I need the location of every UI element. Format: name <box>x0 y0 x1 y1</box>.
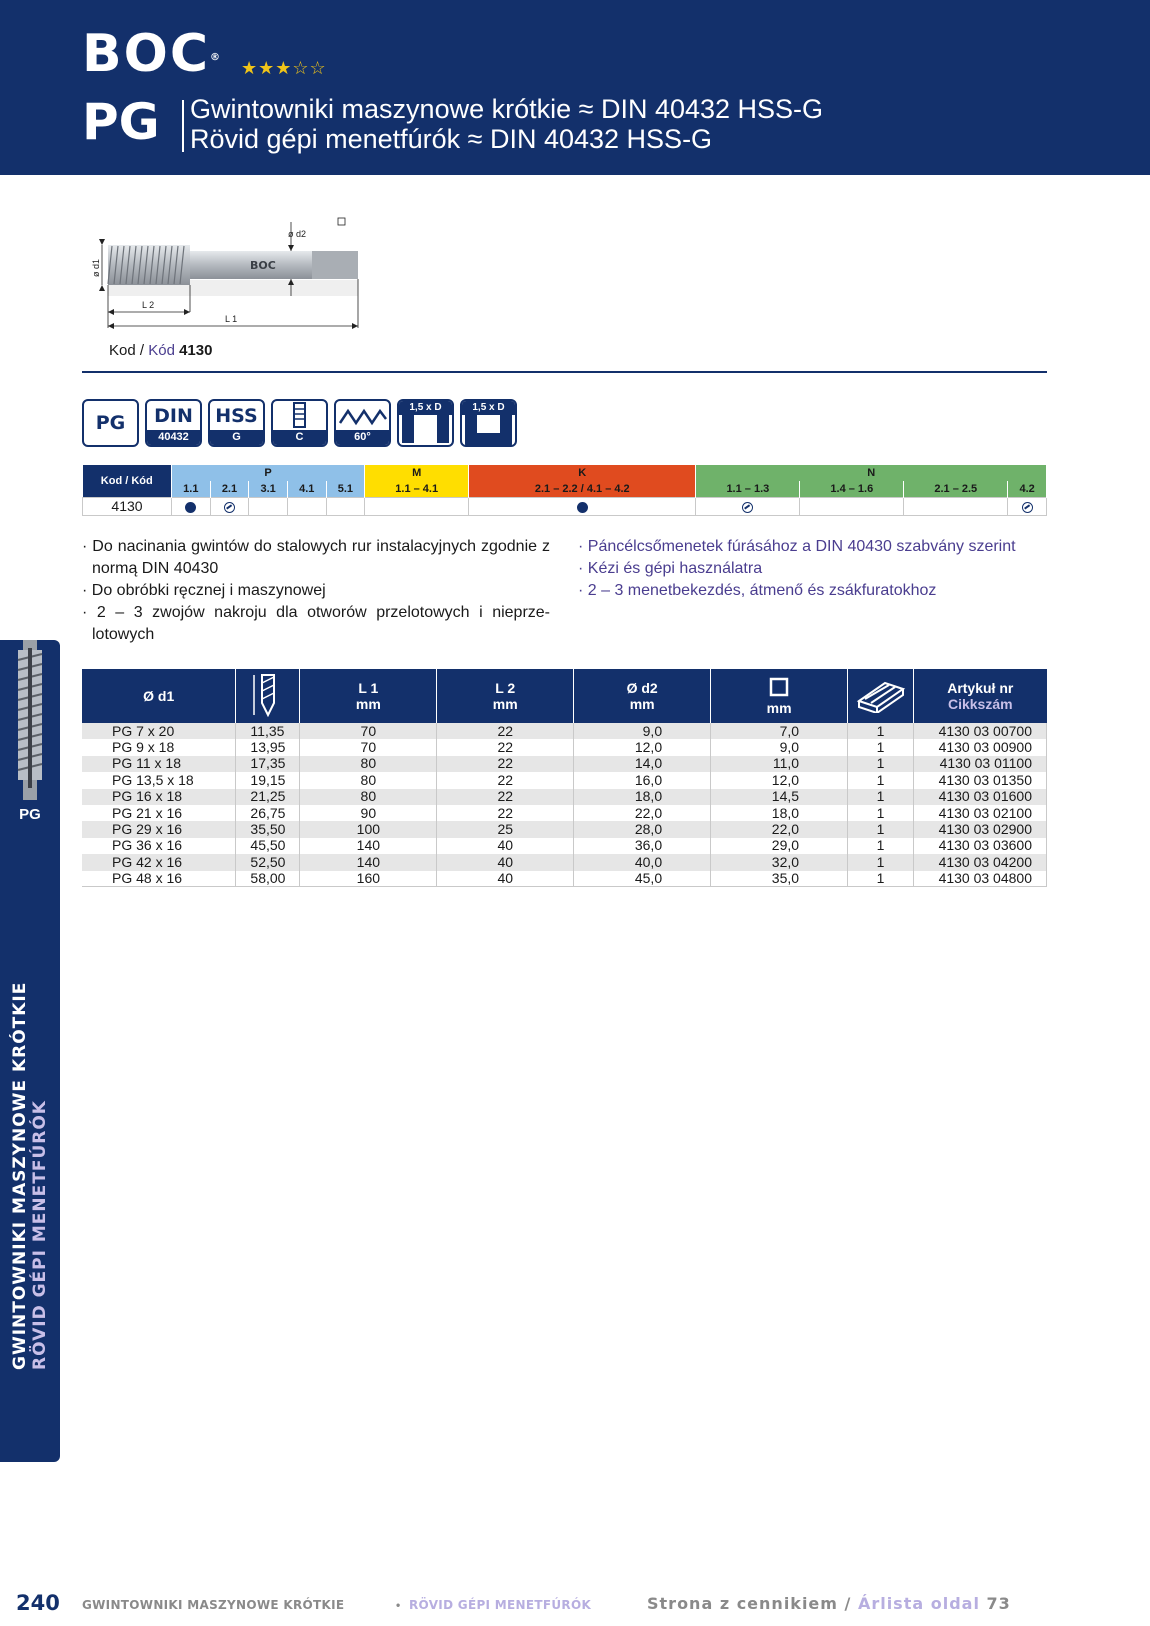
table-cell: 22,0 <box>711 821 848 837</box>
table-cell: 70 <box>300 739 437 755</box>
side-tab-code: PG <box>19 806 41 823</box>
table-cell: 12,0 <box>711 772 848 788</box>
suitability-cell <box>172 497 211 515</box>
table-cell: PG 13,5 x 18 <box>82 772 236 788</box>
table-cell: 21,25 <box>236 789 300 805</box>
table-row <box>82 772 1047 788</box>
package-icon <box>855 677 907 713</box>
footer-separator: • <box>396 1598 401 1612</box>
table-cell: PG 7 x 20 <box>82 723 236 739</box>
table-cell: 14,5 <box>711 789 848 805</box>
table-cell: 40 <box>437 854 574 870</box>
table-cell: 17,35 <box>236 756 300 772</box>
footer-category-pl: GWINTOWNIKI MASZYNOWE KRÓTKIE <box>82 1598 345 1612</box>
table-row <box>82 723 1047 739</box>
material-row-code: 4130 <box>83 497 172 515</box>
page-title-pl: Gwintowniki maszynowe krótkie ≈ DIN 40432 HSS-G <box>190 94 824 124</box>
table-cell: 32,0 <box>711 854 848 870</box>
table-cell: PG 29 x 16 <box>82 821 236 837</box>
footer-category-hu: RÖVID GÉPI MENETFÚRÓK <box>409 1598 592 1612</box>
table-cell: 4130 03 00900 <box>914 739 1047 755</box>
table-cell: 11,0 <box>711 756 848 772</box>
table-cell: 1 <box>848 871 914 887</box>
table-row <box>82 854 1047 870</box>
side-tab-text <box>10 982 50 1370</box>
footer-pricelist-ref: Strona z cennikiem / Árlista oldal 73 <box>647 1594 1011 1613</box>
suitability-cell <box>365 497 469 515</box>
feature-item: · 2 – 3 zwojów nakroju dla otworów przelotowych i nieprze-lotowych <box>82 604 550 643</box>
table-cell: 22 <box>437 723 574 739</box>
table-cell: 16,0 <box>574 772 711 788</box>
table-cell: 90 <box>300 805 437 821</box>
table-row <box>82 739 1047 755</box>
l1-label: L 1 <box>225 314 238 324</box>
table-cell: PG 16 x 18 <box>82 789 236 805</box>
table-cell: 45,50 <box>236 838 300 854</box>
material-sub: 4.2 <box>1008 481 1047 497</box>
l2-label: L 2 <box>142 300 155 310</box>
secondary-application-icon <box>224 502 235 513</box>
table-row <box>82 821 1047 837</box>
table-cell: 1 <box>848 739 914 755</box>
table-cell: 1 <box>848 821 914 837</box>
rating-stars: ★★★☆☆ <box>241 58 327 78</box>
table-cell: 40 <box>437 838 574 854</box>
table-cell: 45,0 <box>574 871 711 887</box>
table-cell: 14,0 <box>574 756 711 772</box>
material-sub: 3.1 <box>249 481 288 497</box>
table-cell: 160 <box>300 871 437 887</box>
page-title-hu: Rövid gépi menetfúrók ≈ DIN 40432 HSS-G <box>190 124 713 154</box>
feature-item: · Do obróbki ręcznej i maszynowej <box>82 582 326 599</box>
features-list-pl <box>82 536 550 646</box>
table-cell: 4130 03 03600 <box>914 838 1047 854</box>
secondary-application-icon <box>1022 502 1033 513</box>
material-sub: 4.1 <box>287 481 326 497</box>
table-cell: PG 21 x 16 <box>82 805 236 821</box>
depth-blind-hole-icon: 1,5 x D <box>460 399 517 447</box>
table-cell: 4130 03 02100 <box>914 805 1047 821</box>
table-cell: 52,50 <box>236 854 300 870</box>
table-cell: 7,0 <box>711 723 848 739</box>
tap-photo <box>10 640 50 800</box>
table-row <box>82 805 1047 821</box>
table-cell: 13,95 <box>236 739 300 755</box>
primary-application-icon <box>185 502 196 513</box>
col-d2: Ø d2 mm <box>574 669 711 723</box>
col-l2: L 2 mm <box>437 669 574 723</box>
table-cell: PG 42 x 16 <box>82 854 236 870</box>
table-cell: 140 <box>300 838 437 854</box>
table-cell: 80 <box>300 756 437 772</box>
table-cell: PG 9 x 18 <box>82 739 236 755</box>
pg-thread-icon: PG <box>82 399 139 447</box>
table-cell: 18,0 <box>711 805 848 821</box>
table-row <box>82 756 1047 772</box>
suitability-cell <box>469 497 696 515</box>
table-cell: 36,0 <box>574 838 711 854</box>
table-cell: 1 <box>848 723 914 739</box>
hss-material-icon: HSS G <box>208 399 265 447</box>
material-sub: 1.1 – 4.1 <box>365 481 469 497</box>
table-cell: 22 <box>437 789 574 805</box>
table-cell: 4130 03 04800 <box>914 871 1047 887</box>
col-article: Artykuł nr Cikkszám <box>914 669 1047 723</box>
material-group-k: K <box>469 465 696 481</box>
table-row <box>82 838 1047 854</box>
suitability-cell <box>210 497 249 515</box>
material-group-m: M <box>365 465 469 481</box>
table-cell: 19,15 <box>236 772 300 788</box>
suitability-cell <box>1008 497 1047 515</box>
table-cell: 4130 03 02900 <box>914 821 1047 837</box>
table-cell: 26,75 <box>236 805 300 821</box>
table-cell: 12,0 <box>574 739 711 755</box>
feature-item: · Páncélcsőmenetek fúrásához a DIN 40430 szabvány szerint <box>578 538 1016 555</box>
table-cell: 9,0 <box>574 723 711 739</box>
table-cell: 58,00 <box>236 871 300 887</box>
din-standard-icon: DIN 40432 <box>145 399 202 447</box>
table-cell: 4130 03 01350 <box>914 772 1047 788</box>
d2-label: ø d2 <box>288 229 307 239</box>
table-cell: 35,0 <box>711 871 848 887</box>
table-cell: 28,0 <box>574 821 711 837</box>
table-cell: 22,0 <box>574 805 711 821</box>
table-cell: 22 <box>437 772 574 788</box>
material-sub: 2.1 – 2.2 / 4.1 – 4.2 <box>469 481 696 497</box>
material-kod-header: Kod / Kód <box>83 465 172 497</box>
side-tab-text-pl: GWINTOWNIKI MASZYNOWE KRÓTKIE <box>10 981 30 1370</box>
table-cell: 22 <box>437 805 574 821</box>
table-cell: 1 <box>848 805 914 821</box>
table-cell: 11,35 <box>236 723 300 739</box>
suitability-cell <box>287 497 326 515</box>
col-d1: Ø d1 <box>82 669 236 723</box>
table-cell: 140 <box>300 854 437 870</box>
kod-label: Kod / Kód 4130 <box>109 342 213 359</box>
suitability-cell <box>904 497 1008 515</box>
suitability-cell <box>326 497 365 515</box>
table-cell: 4130 03 04200 <box>914 854 1047 870</box>
feature-item: · 2 – 3 menetbekezdés, átmenő és zsákfuratokhoz <box>578 582 937 599</box>
col-pack <box>848 669 914 723</box>
material-suitability-table <box>82 465 1047 516</box>
col-l1: L 1 mm <box>300 669 437 723</box>
page-number: 240 <box>16 1591 60 1615</box>
chamfer-form-icon: C <box>271 399 328 447</box>
table-cell: 29,0 <box>711 838 848 854</box>
title-divider <box>182 100 184 152</box>
table-cell: 22 <box>437 756 574 772</box>
tap-dimension-drawing <box>80 210 390 345</box>
col-drill <box>236 669 300 723</box>
table-cell: PG 36 x 16 <box>82 838 236 854</box>
table-cell: 4130 03 01100 <box>914 756 1047 772</box>
table-cell: PG 11 x 18 <box>82 756 236 772</box>
table-cell: 4130 03 01600 <box>914 789 1047 805</box>
table-cell: 1 <box>848 756 914 772</box>
table-cell: 70 <box>300 723 437 739</box>
tool-brand-mark: BOC <box>250 259 276 272</box>
thread-angle-icon: 60° <box>334 399 391 447</box>
table-cell: 4130 03 00700 <box>914 723 1047 739</box>
feature-item: · Do nacinania gwintów do stalowych rur instalacyjnych zgodnie z normą DIN 40430 <box>82 538 550 577</box>
specification-table <box>82 669 1047 887</box>
table-row <box>82 789 1047 805</box>
primary-application-icon <box>577 502 588 513</box>
material-sub: 5.1 <box>326 481 365 497</box>
table-cell: 18,0 <box>574 789 711 805</box>
table-cell: 22 <box>437 739 574 755</box>
table-cell: 9,0 <box>711 739 848 755</box>
boc-logo: BOC® <box>82 24 223 84</box>
material-sub: 2.1 – 2.5 <box>904 481 1008 497</box>
material-group-p: P <box>172 465 365 481</box>
drill-bit-icon <box>248 673 288 717</box>
suitability-cell <box>249 497 288 515</box>
table-cell: 80 <box>300 789 437 805</box>
table-cell: 100 <box>300 821 437 837</box>
material-sub: 2.1 <box>210 481 249 497</box>
secondary-application-icon <box>742 502 753 513</box>
table-cell: 1 <box>848 789 914 805</box>
section-divider <box>82 371 1047 373</box>
d1-label: ø d1 <box>91 258 101 277</box>
side-tab-text-hu: RÖVID GÉPI MENETFÚRÓK <box>30 1100 50 1370</box>
table-cell: 80 <box>300 772 437 788</box>
table-cell: PG 48 x 16 <box>82 871 236 887</box>
features-list-hu <box>578 536 1050 602</box>
page-header <box>0 0 1150 175</box>
depth-through-hole-icon: 1,5 x D <box>397 399 454 447</box>
table-row <box>82 871 1047 887</box>
square-icon <box>769 677 789 697</box>
product-code: PG <box>82 93 160 151</box>
material-sub: 1.1 <box>172 481 211 497</box>
table-cell: 35,50 <box>236 821 300 837</box>
table-cell: 25 <box>437 821 574 837</box>
feature-item: · Kézi és gépi használatra <box>578 560 763 577</box>
material-sub: 1.4 – 1.6 <box>800 481 904 497</box>
table-cell: 40,0 <box>574 854 711 870</box>
table-cell: 40 <box>437 871 574 887</box>
suitability-cell <box>800 497 904 515</box>
table-cell: 1 <box>848 838 914 854</box>
table-cell: 1 <box>848 772 914 788</box>
material-sub: 1.1 – 1.3 <box>696 481 800 497</box>
suitability-cell <box>696 497 800 515</box>
table-cell: 1 <box>848 854 914 870</box>
col-square: mm <box>711 669 848 723</box>
material-group-n: N <box>696 465 1047 481</box>
